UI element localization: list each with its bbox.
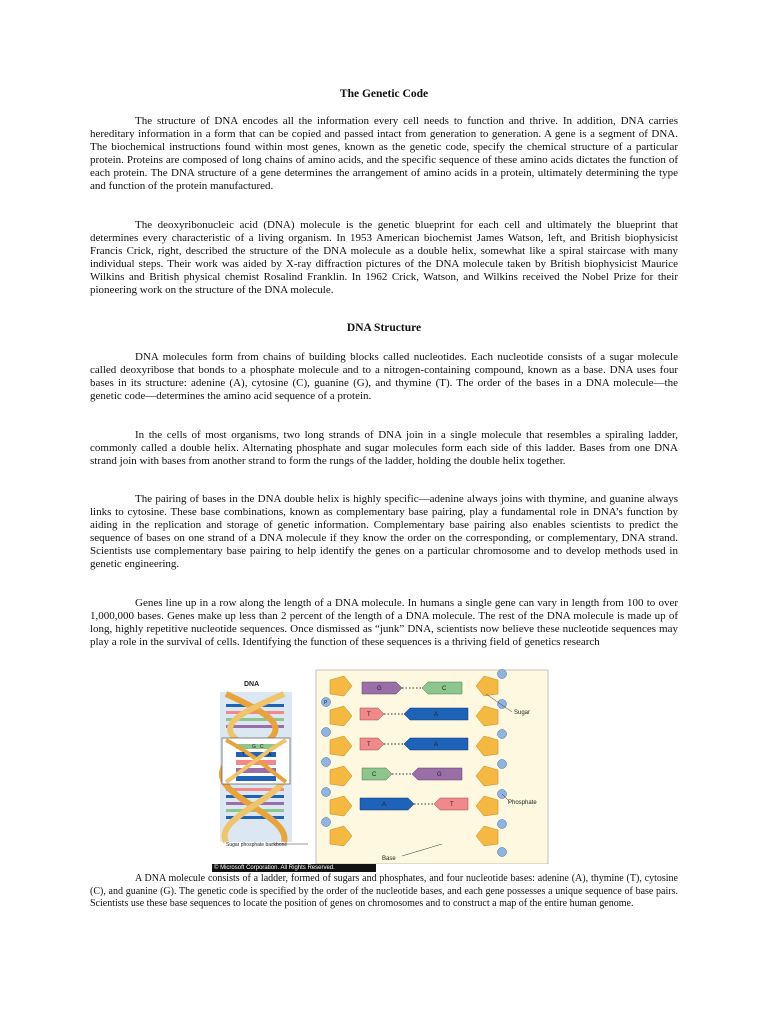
- dna-label: DNA: [244, 681, 260, 688]
- base-letter-t-2: T: [367, 742, 371, 748]
- backbone-label: Sugar phosphate backbone: [226, 842, 288, 848]
- zoom-letter-c: C: [260, 744, 264, 750]
- dna-diagram: [212, 664, 560, 864]
- base-letter-a-3: A: [382, 802, 387, 808]
- section-title: DNA Structure: [346, 322, 422, 334]
- paragraph-nucleotides: DNA molecules form from chains of building blocks called nucleotides. Each nucleotide consists of a sugar molecule called deoxyribose that bonds to a phosphate molecule and to a nitrogen-containing compound, known as a base. DNA uses four bases in its structure: adenine (A), cytosine (C), guanine (G), and thymine (T). The order of the bases in a DNA molecule—the genetic code—determines the amino acid sequence of a protein.: [90, 351, 678, 402]
- base-letter-t-3: T: [450, 802, 454, 808]
- phosphate-label: Phosphate: [508, 800, 537, 806]
- paragraph-double-helix: In the cells of most organisms, two long strands of DNA join in a single molecule that resembles a spiraling ladder, commonly called a double helix. Alternating phosphate and sugar molecules form each side of this ladder. Bases from one DNA strand join with bases from another strand to form the rungs of the ladder, holding the double helix together.: [90, 429, 678, 467]
- base-letter-t-1: T: [367, 712, 371, 718]
- page-title: The Genetic Code: [339, 88, 429, 100]
- base-label: Base: [382, 856, 396, 862]
- base-letter-a-1: A: [434, 712, 439, 718]
- base-letter-a-2: A: [434, 742, 439, 748]
- paragraph-dna-blueprint: The deoxyribonucleic acid (DNA) molecule is the genetic blueprint for each cell and ultimately the blueprint that determines every characteristic of a living organism. In 1953 American biochemist James Watson, left, and British biophysicist Francis Crick, right, described the structure of the DNA molecule as a double helix, somewhat like a spiral staircase with many individual steps. Their work was aided by X-ray diffraction pictures of the DNA molecule taken by British biophysicist Maurice Wilkins and British physical chemist Rosalind Franklin. In 1962 Crick, Watson, and Wilkins received the Nobel Prize for their pioneering work on the structure of the DNA molecule.: [90, 219, 678, 296]
- sugar-label: Sugar: [514, 710, 531, 716]
- paragraph-genes: Genes line up in a row along the length of a DNA molecule. In humans a single gene can vary in length from 100 to over 1,000,000 bases. Genes make up less than 2 percent of the length of a DNA molecule. The rest of the DNA molecule is made up of long, highly repetitive nucleotide sequences. Once dismissed as “junk” DNA, scientists now believe these nucleotide sequences may play a role in the survival of cells. Identifying the function of these sequences is a thriving field of genetics research: [90, 597, 678, 648]
- phosphate-letter: P: [324, 700, 328, 706]
- paragraph-genetic-code: The structure of DNA encodes all the information every cell needs to function and thrive. In addition, DNA carries hereditary information in a form that can be copied and passed intact from generation to generation. A gene is a segment of DNA. The biochemical instructions found within most genes, known as the genetic code, specify the chemical structure of a particular protein. Proteins are composed of long chains of amino acids, and the specific sequence of these amino acids dictates the function of each protein. The DNA structure of a gene determines the arrangement of amino acids in a protein, ultimately determining the type and function of the protein manufactured.: [90, 115, 678, 192]
- dna-figure: [212, 664, 560, 876]
- base-letter-g-2: G: [437, 772, 442, 778]
- zoom-letter-g: G: [252, 744, 256, 750]
- copyright-notice: © Microsoft Corporation. All Rights Reserved.: [212, 864, 376, 872]
- figure-caption: A DNA molecule consists of a ladder, formed of sugars and phosphates, and four nucleotide bases: adenine (A), thymine (T), cytosine (C), and guanine (G). The genetic code is specified by the order of the nucleotide bases, and each gene possesses a unique sequence of base pairs. Scientists use these base sequences to locate the position of genes on chromosomes and to construct a map of the entire human genome.: [90, 873, 678, 909]
- paragraph-base-pairing: The pairing of bases in the DNA double helix is highly specific—adenine always joins with thymine, and guanine always links to cytosine. These base combinations, known as complementary base pairing, play a fundamental role in DNA’s function by aiding in the replication and storage of genetic information. Complementary base pairing also enables scientists to predict the sequence of bases on one strand of a DNA molecule if they know the order on the corresponding, or complementary, DNA strand. Scientists use complementary base pairing to help identify the genes on a particular chromosome and to develop methods used in genetic engineering.: [90, 493, 678, 570]
- zoom-letter-t: T: [242, 752, 246, 758]
- base-letter-g-1: G: [377, 686, 382, 692]
- base-letter-c-1: C: [442, 686, 447, 692]
- base-letter-c-2: C: [372, 772, 377, 778]
- zoom-letter-a: A: [268, 752, 272, 758]
